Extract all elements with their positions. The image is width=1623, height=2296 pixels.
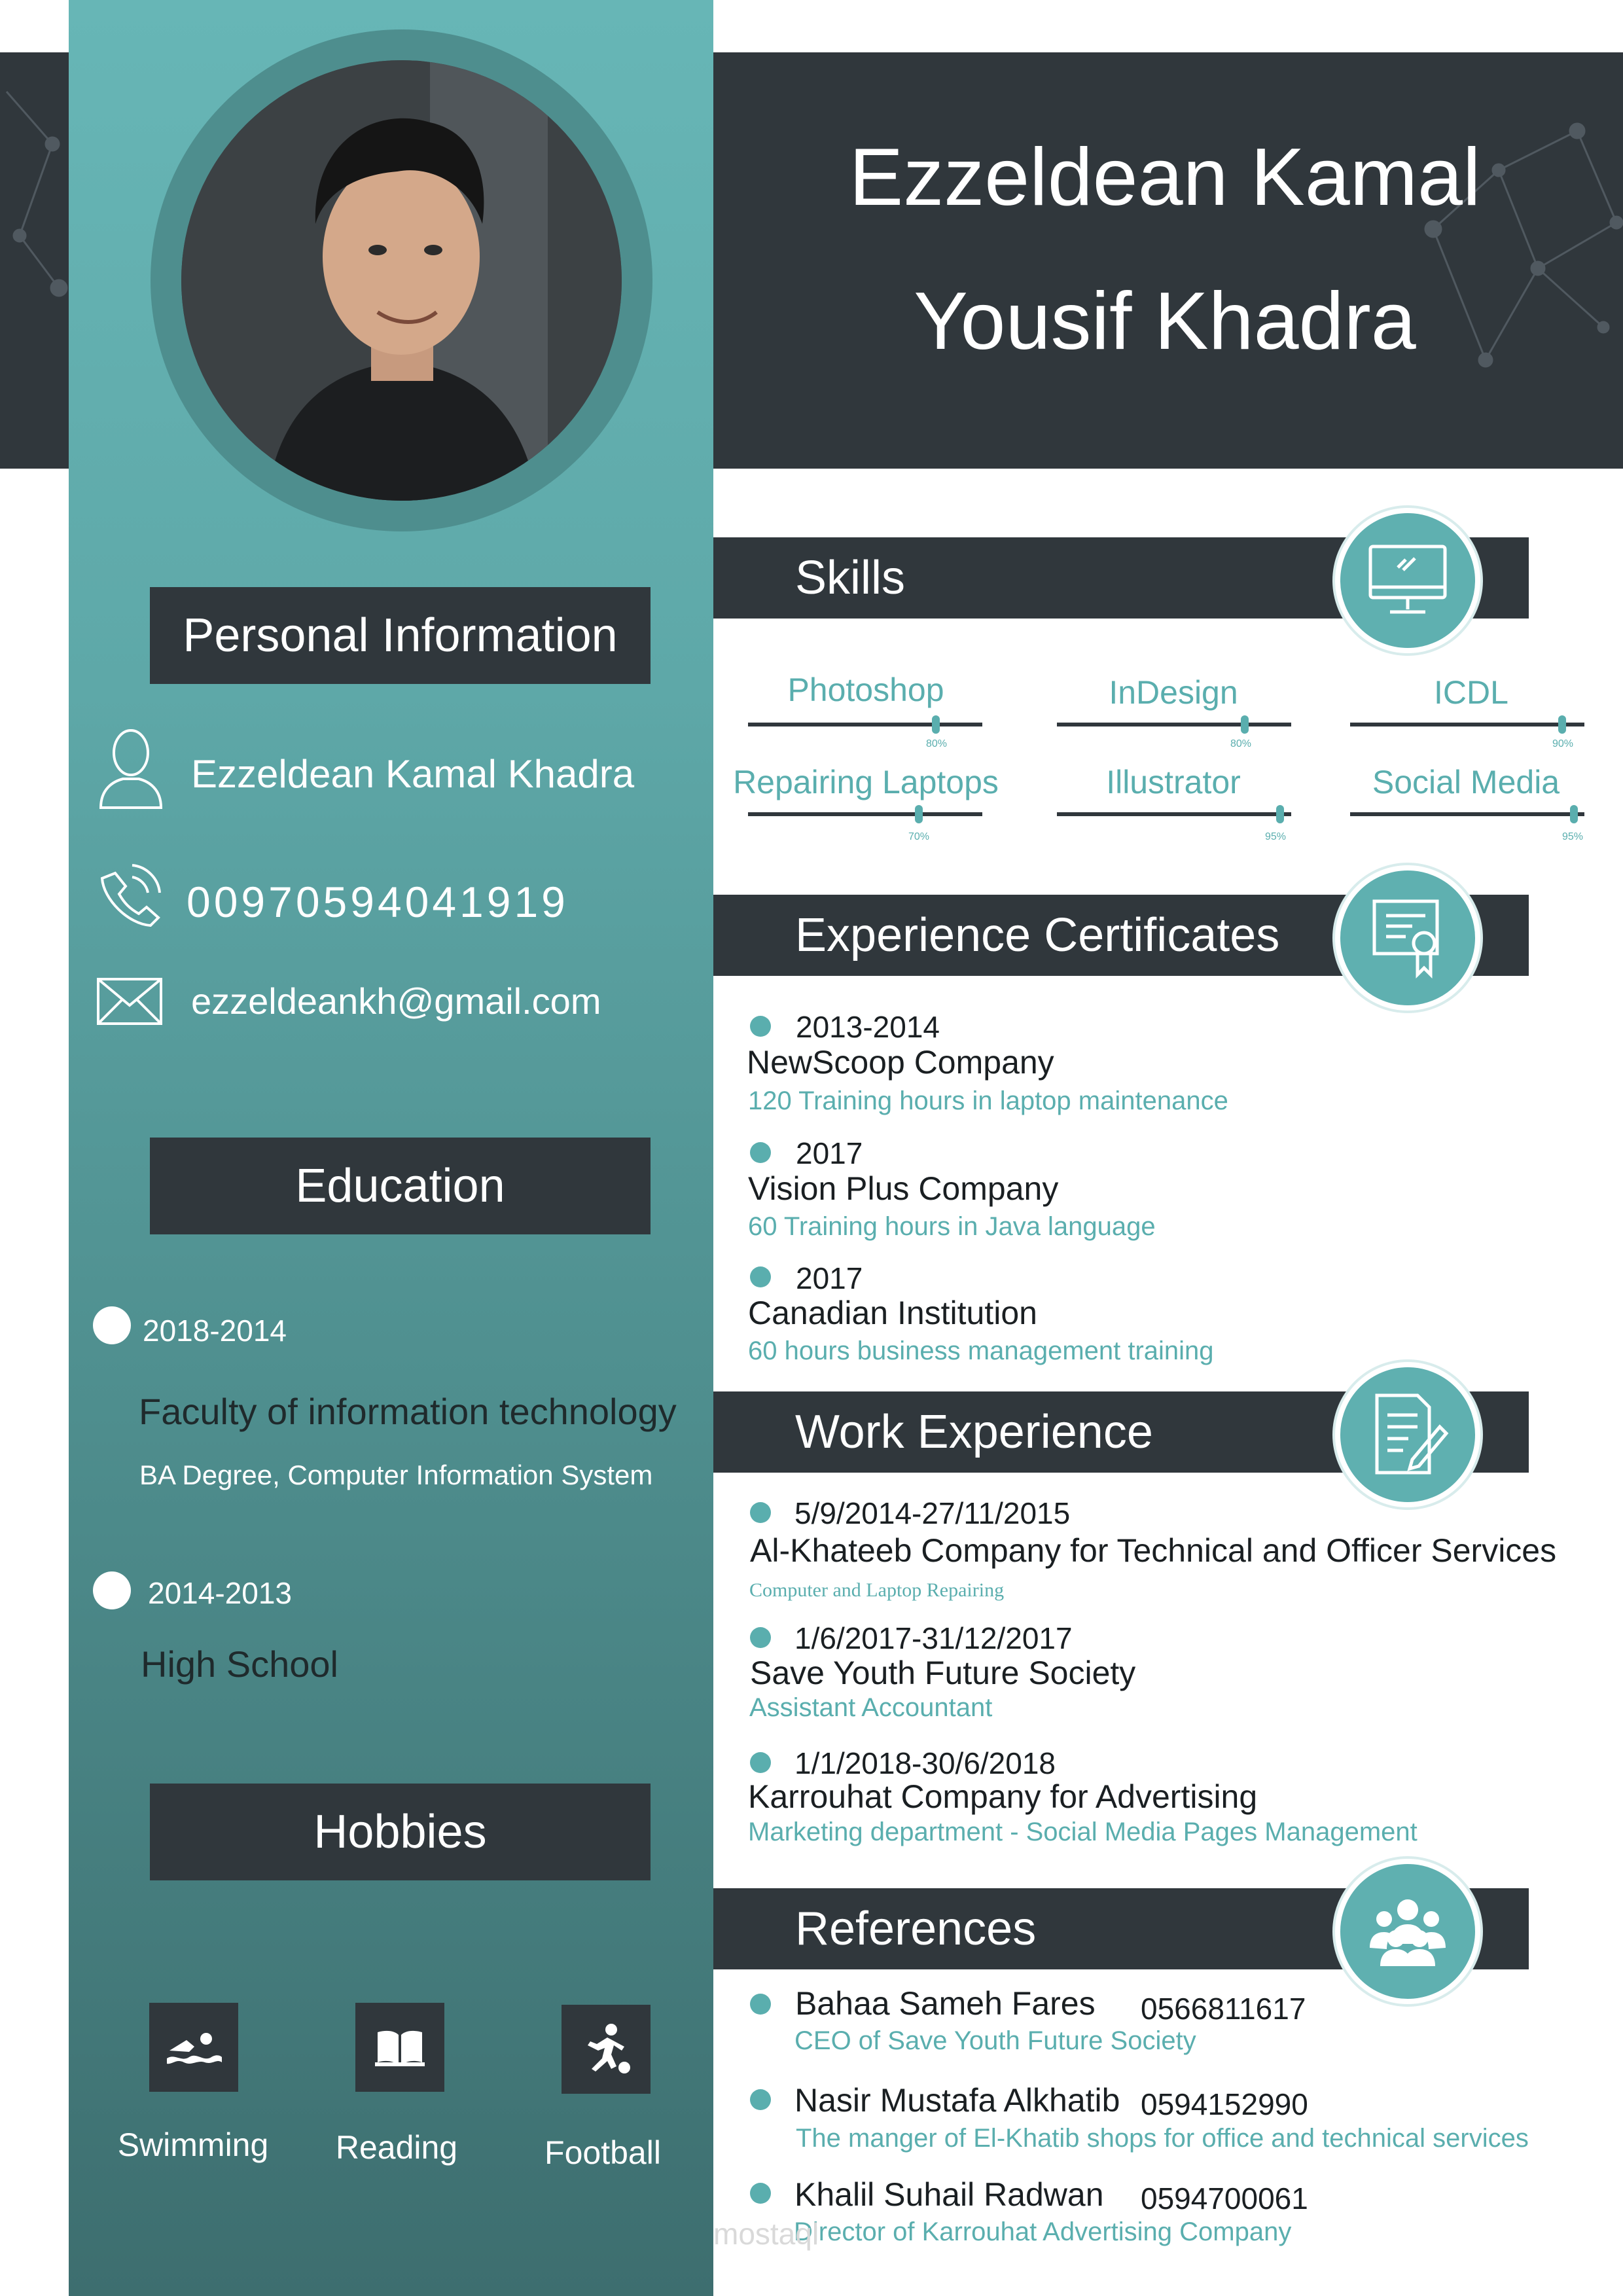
network-decoration-icon [0, 52, 69, 469]
hobby-label: Swimming [117, 2126, 269, 2163]
reference-name: Khalil Suhail Radwan [794, 2176, 1104, 2213]
skill-percent: 80% [926, 738, 948, 749]
reference-role: The manger of El-Khatib shops for office and technical services [796, 2124, 1529, 2153]
phone-icon [96, 860, 165, 929]
certificates-heading: Experience Certificates [713, 895, 1529, 976]
certificate-bullet [750, 1142, 771, 1163]
work-bullet [750, 1502, 771, 1523]
football-icon [579, 2022, 633, 2077]
watermark: mostaql [713, 2217, 819, 2251]
email-address[interactable]: ezzeldeankh@gmail.com [191, 980, 601, 1022]
work-detail: Assistant Accountant [749, 1693, 993, 1722]
hobby-football-box [562, 2005, 651, 2094]
book-icon [374, 2026, 426, 2069]
skill-name: InDesign [1109, 674, 1238, 711]
skills-icon-badge [1335, 508, 1480, 653]
skill-name: Repairing Laptops [733, 764, 999, 800]
certificate-company: NewScoop Company [747, 1044, 1054, 1081]
skill-percent: 95% [1265, 831, 1287, 842]
work-bullet [750, 1627, 771, 1648]
network-decoration-icon [1407, 52, 1623, 469]
swimming-icon [164, 2024, 223, 2070]
reference-phone: 0566811617 [1141, 1992, 1306, 2026]
reference-name: Bahaa Sameh Fares [795, 1985, 1096, 2022]
skill-percent: 70% [908, 831, 930, 842]
education-bullet [93, 1571, 131, 1609]
reference-bullet [750, 2089, 771, 2110]
work-date: 5/9/2014-27/11/2015 [794, 1496, 1071, 1530]
education-title: High School [141, 1643, 338, 1685]
references-icon-badge [1335, 1859, 1480, 2004]
skill-percent: 95% [1562, 831, 1584, 842]
skills-heading: Skills [713, 537, 1529, 619]
certificate-company: Canadian Institution [748, 1295, 1037, 1331]
hobbies-heading: Hobbies [150, 1784, 651, 1880]
work-heading: Work Experience [713, 1391, 1529, 1473]
reference-bullet [750, 1994, 771, 2015]
skill-name: Illustrator [1106, 764, 1241, 800]
reference-role: Director of Karrouhat Advertising Company [794, 2217, 1292, 2246]
skill-bar [748, 812, 982, 816]
name-line-1: Ezzeldean Kamal [849, 132, 1481, 223]
certificate-detail: 60 hours business management training [748, 1336, 1214, 1365]
skill-knob [932, 715, 940, 734]
education-bullet [93, 1306, 131, 1344]
person-silhouette-icon [181, 60, 622, 501]
work-company: Al-Khateeb Company for Technical and Officer Services [750, 1532, 1557, 1569]
work-detail: Computer and Laptop Repairing [749, 1579, 1005, 1601]
profile-photo [181, 60, 622, 501]
work-date: 1/6/2017-31/12/2017 [794, 1621, 1073, 1655]
certificate-date: 2013-2014 [796, 1010, 940, 1044]
certificate-icon [1365, 892, 1450, 984]
skill-bar [748, 723, 982, 726]
reference-role: CEO of Save Youth Future Society [794, 2026, 1196, 2055]
name-line-2: Yousif Khadra [914, 276, 1416, 367]
work-company: Save Youth Future Society [750, 1655, 1136, 1691]
reference-name: Nasir Mustafa Alkhatib [794, 2082, 1120, 2119]
skill-bar [1350, 723, 1584, 726]
work-company: Karrouhat Company for Advertising [748, 1778, 1258, 1815]
certificate-date: 2017 [796, 1136, 863, 1170]
certificate-detail: 120 Training hours in laptop maintenance [748, 1086, 1228, 1115]
computer-monitor-icon [1365, 541, 1450, 620]
skill-knob [915, 805, 923, 823]
skill-name: ICDL [1434, 674, 1508, 711]
skill-bar [1057, 723, 1291, 726]
skill-bar [1350, 812, 1584, 816]
reference-bullet [750, 2183, 771, 2204]
personal-full-name: Ezzeldean Kamal Khadra [191, 752, 635, 796]
education-years: 2014-2013 [148, 1576, 292, 1610]
skill-name: Photoshop [787, 672, 944, 708]
phone-number[interactable]: 00970594041919 [187, 878, 569, 926]
certificate-date: 2017 [796, 1261, 863, 1295]
group-people-icon [1362, 1895, 1454, 1967]
work-bullet [750, 1752, 771, 1773]
education-years: 2018-2014 [143, 1314, 287, 1348]
skill-name: Social Media [1372, 764, 1560, 800]
references-heading: References [713, 1888, 1529, 1969]
education-heading: Education [150, 1138, 651, 1234]
certificate-bullet [750, 1016, 771, 1037]
work-detail: Marketing department - Social Media Pages Management [748, 1818, 1418, 1846]
skill-knob [1558, 715, 1566, 734]
reference-phone: 0594152990 [1141, 2087, 1308, 2121]
education-title: Faculty of information technology [139, 1391, 677, 1432]
skill-knob [1570, 805, 1578, 823]
skill-percent: 90% [1552, 738, 1574, 749]
document-edit-icon [1365, 1389, 1450, 1480]
work-date: 1/1/2018-30/6/2018 [794, 1746, 1056, 1780]
email-icon [97, 978, 162, 1025]
hobby-swimming-box [149, 2003, 238, 2092]
certificates-icon-badge [1335, 865, 1480, 1011]
skill-bar [1057, 812, 1291, 816]
skill-knob [1276, 805, 1284, 823]
reference-phone: 0594700061 [1141, 2181, 1308, 2215]
certificate-detail: 60 Training hours in Java language [748, 1212, 1156, 1241]
hobby-label: Football [544, 2134, 661, 2171]
skill-knob [1241, 715, 1249, 734]
personal-info-heading: Personal Information [150, 587, 651, 684]
certificate-bullet [750, 1266, 771, 1287]
education-degree: BA Degree, Computer Information System [139, 1460, 653, 1490]
user-icon [97, 726, 165, 810]
hobby-label: Reading [335, 2129, 458, 2166]
work-icon-badge [1335, 1362, 1480, 1507]
skill-percent: 80% [1230, 738, 1252, 749]
certificate-company: Vision Plus Company [748, 1170, 1059, 1207]
hobby-reading-box [355, 2003, 444, 2092]
